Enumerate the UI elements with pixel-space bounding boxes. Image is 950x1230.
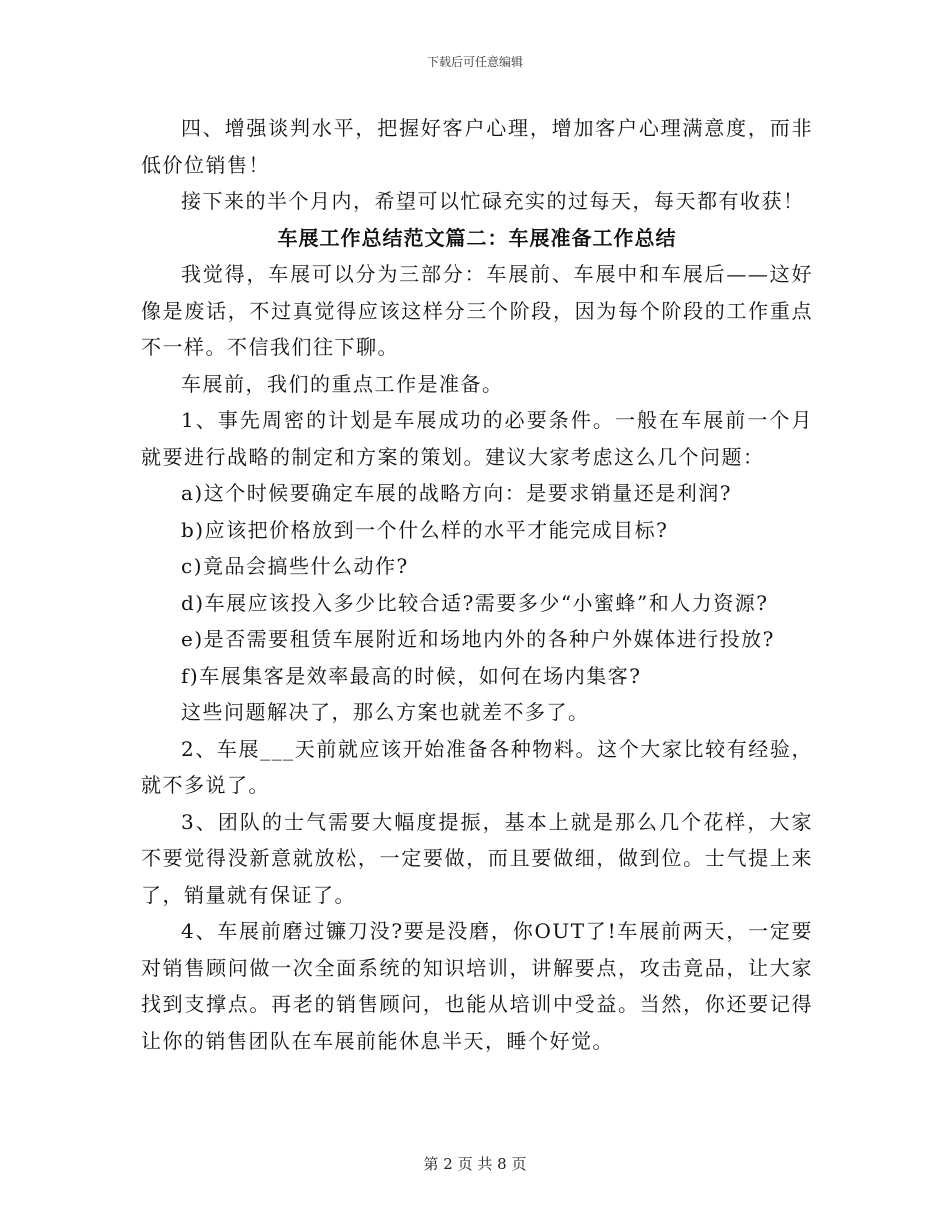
- question-item: e)是否需要租赁车展附近和场地内外的各种户外媒体进行投放?: [181, 627, 775, 651]
- section-title: 车展工作总结范文篇二：车展准备工作总结: [277, 225, 677, 250]
- paragraph: 车展前，我们的重点工作是准备。: [181, 371, 504, 396]
- question-item: a)这个时候要确定车展的战略方向：是要求销量还是利润?: [181, 481, 732, 505]
- paragraph: 2、车展___天前就应该开始准备各种物料。这个大家比较有经验，就不多说了。: [141, 736, 813, 797]
- document-body: [141, 110, 813, 1059]
- header-note: 下载后可任意编辑: [426, 55, 523, 69]
- paragraph: 3、团队的士气需要大幅度提振，基本上就是那么几个花样，大家不要觉得没新意就放松，一定要做，而且要做细，做到位。士气提上来了，销量就有保证了。: [141, 809, 813, 907]
- question-item: d)车展应该投入多少比较合适?需要多少“小蜜蜂”和人力资源?: [181, 590, 769, 615]
- paragraph: 接下来的半个月内，希望可以忙碌充实的过每天，每天都有收获！: [181, 189, 805, 213]
- question-item: c)竟品会搞些什么动作?: [181, 554, 409, 578]
- paragraph: 4、车展前磨过镰刀没?要是没磨，你OUT了!车展前两天，一定要对销售顾问做一次全面系统的知识培训，讲解要点，攻击竟品，让大家找到支撑点。再老的销售顾问，也能从培训中受益。当然，你还要记得让你的销售团队在车展前能休息半天，睡个好觉。: [141, 919, 813, 1053]
- paragraph: 四、增强谈判水平，把握好客户心理，增加客户心理满意度，而非低价位销售！: [141, 116, 813, 177]
- page-number-footer: 第 2 页 共 8 页: [423, 1155, 527, 1173]
- paragraph: 这些问题解决了，那么方案也就差不多了。: [181, 700, 590, 724]
- question-item: b)应该把价格放到一个什么样的水平才能完成目标?: [181, 517, 669, 542]
- paragraph: 我觉得，车展可以分为三部分：车展前、车展中和车展后——这好像是废话，不过真觉得应该这样分三个阶段，因为每个阶段的工作重点不一样。不信我们往下聊。: [141, 262, 813, 359]
- question-item: f)车展集客是效率最高的时候，如何在场内集客?: [181, 663, 642, 688]
- paragraph: 1、事先周密的计划是车展成功的必要条件。一般在车展前一个月就要进行战略的制定和方案的策划。建议大家考虑这么几个问题：: [141, 408, 813, 469]
